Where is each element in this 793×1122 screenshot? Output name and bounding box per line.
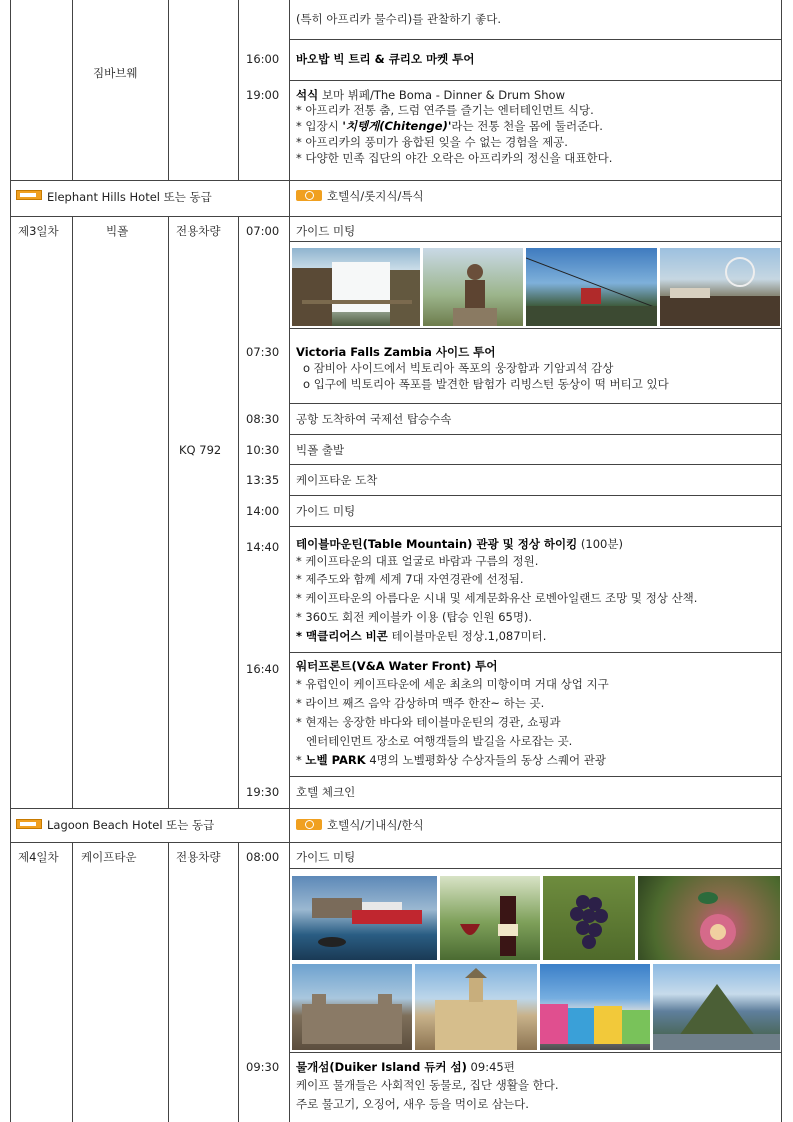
dish-icon bbox=[296, 190, 322, 201]
row-line bbox=[289, 526, 781, 527]
row-line bbox=[289, 241, 781, 242]
bullet: 엔터테인먼트 장소로 여행객들의 발길을 사로잡는 곳. bbox=[306, 734, 573, 748]
bullet: * 제주도와 함께 세계 7대 자연경관에 선정됨. bbox=[296, 572, 524, 586]
time-label: 13:35 bbox=[246, 473, 280, 487]
row-line bbox=[10, 180, 781, 181]
time-label: 09:30 bbox=[246, 1060, 280, 1074]
row-line bbox=[289, 464, 781, 465]
bullet: * 아프리카의 풍미가 융합된 잊을 수 없는 경험을 제공. bbox=[296, 135, 568, 149]
bullet-text: 4명의 노벨평화상 수상자들의 동상 스퀘어 관광 bbox=[365, 753, 606, 767]
hotel-name: Elephant Hills Hotel 또는 동급 bbox=[47, 190, 212, 204]
castle-graphic bbox=[292, 964, 412, 1050]
cityhall-graphic bbox=[415, 964, 537, 1050]
transport-label: 전용차량 bbox=[176, 850, 221, 864]
dinner-label: 석식 bbox=[296, 88, 319, 102]
transport-label: 전용차량 bbox=[176, 224, 221, 238]
hotel-divider bbox=[289, 808, 290, 842]
waterfall-graphic bbox=[292, 248, 420, 326]
bullet-emphasis: * 맥클리어스 비콘 bbox=[296, 629, 388, 643]
activity-title bbox=[296, 1060, 467, 1074]
activity: 가이드 미팅 bbox=[296, 504, 356, 518]
paragraph-line: 주로 물고기, 오징어, 새우 등을 먹이로 삼는다. bbox=[296, 1097, 529, 1111]
mountain-graphic bbox=[653, 964, 780, 1050]
bullet: o 입구에 빅토리아 폭포를 발견한 탐험가 리빙스턴 동상이 떡 버티고 있다 bbox=[303, 377, 669, 391]
activity: 호텔 체크인 bbox=[296, 785, 356, 799]
row-line bbox=[289, 403, 781, 404]
bed-icon bbox=[16, 190, 42, 200]
dish-icon bbox=[296, 819, 322, 830]
col-line bbox=[168, 0, 169, 180]
row-line bbox=[289, 1052, 781, 1053]
victoria-falls-photo bbox=[292, 248, 420, 326]
dinner-venue: 보마 뷔페/The Boma - Dinner & Drum Show bbox=[318, 88, 565, 102]
bullet bbox=[296, 118, 603, 134]
departure-time: 09:45편 bbox=[466, 1060, 515, 1074]
bullet-text: 테이블마운틴 정상.1,087미터. bbox=[387, 629, 547, 643]
time-label: 14:00 bbox=[246, 504, 280, 518]
dinner-line bbox=[296, 87, 565, 103]
activity: 가이드 미팅 bbox=[296, 850, 356, 864]
day-label: 제3일차 bbox=[18, 224, 59, 238]
time-label: 19:00 bbox=[246, 88, 280, 102]
activity-title: 바오밥 빅 트리 & 큐리오 마켓 투어 bbox=[296, 52, 475, 66]
flight-number: KQ 792 bbox=[179, 443, 222, 457]
activity-title: 워터프론트(V&A Water Front) 투어 bbox=[296, 659, 498, 673]
row-line bbox=[10, 216, 781, 217]
bullet-emphasis: '치텡게(Chitenge)' bbox=[342, 119, 452, 133]
livingstone-statue-photo bbox=[423, 248, 523, 326]
activity-title-line bbox=[296, 536, 623, 552]
bullet: * 아프리카 전통 춤, 드럼 연주를 즐기는 엔터테인먼트 식당. bbox=[296, 103, 594, 117]
time-label: 08:00 bbox=[246, 850, 280, 864]
bullet bbox=[296, 628, 546, 644]
bullet: o 잠비아 사이드에서 빅토리아 폭포의 웅장함과 기암괴석 감상 bbox=[303, 361, 614, 375]
col-line bbox=[72, 216, 73, 808]
seal-boat-photo bbox=[292, 876, 437, 960]
bullet: * 다양한 민족 집단의 야간 오락은 아프리카의 정신을 대표한다. bbox=[296, 151, 613, 165]
col-line bbox=[168, 216, 169, 808]
wine-pour-photo bbox=[440, 876, 540, 960]
col-line bbox=[72, 0, 73, 180]
row-line bbox=[289, 39, 781, 40]
col-line bbox=[168, 842, 169, 1122]
city-hall-photo bbox=[415, 964, 537, 1050]
bullet-emphasis: 노벨 PARK bbox=[305, 753, 366, 767]
bo-kaap-photo bbox=[540, 964, 650, 1050]
col-line bbox=[238, 842, 239, 1122]
bullet: * 현재는 웅장한 바다와 테이블마운틴의 경관, 쇼핑과 bbox=[296, 715, 561, 729]
col-line bbox=[289, 0, 290, 180]
bed-icon bbox=[16, 819, 42, 829]
activity: 가이드 미팅 bbox=[296, 224, 356, 238]
day-label: 제4일차 bbox=[18, 850, 59, 864]
row-line bbox=[289, 776, 781, 777]
bullet: * 케이프타운의 아름다운 시내 및 세계문화유산 로벤아일랜드 조망 및 정상 산책. bbox=[296, 591, 698, 605]
bullet-text: * 입장시 bbox=[296, 119, 343, 133]
ferris-wheel-graphic bbox=[660, 248, 780, 326]
col-line bbox=[72, 842, 73, 1122]
boat-graphic bbox=[292, 876, 437, 960]
time-label: 19:30 bbox=[246, 785, 280, 799]
row-line bbox=[289, 495, 781, 496]
bullet: * 라이브 째즈 음악 감상하며 맥주 한잔~ 하는 곳. bbox=[296, 696, 545, 710]
paragraph-line: 케이프 물개들은 사회적인 동물로, 집단 생활을 한다. bbox=[296, 1078, 559, 1092]
row-line bbox=[10, 842, 781, 843]
bullet-text: 라는 전통 천을 몸에 둘러준다. bbox=[451, 119, 603, 133]
time-label: 14:40 bbox=[246, 540, 280, 554]
col-line bbox=[238, 216, 239, 808]
meal-plan: 호텔식/기내식/한식 bbox=[327, 818, 424, 832]
itinerary-note: (특히 아프리카 물수리)를 관찰하기 좋다. bbox=[296, 12, 501, 26]
time-label: 10:30 bbox=[246, 443, 280, 457]
wine-graphic bbox=[440, 876, 540, 960]
statue-graphic bbox=[423, 248, 523, 326]
row-line bbox=[289, 80, 781, 81]
houses-graphic bbox=[540, 964, 650, 1050]
time-label: 07:00 bbox=[246, 224, 280, 238]
time-label: 08:30 bbox=[246, 412, 280, 426]
bullet: * 케이프타운의 대표 얼굴로 바람과 구름의 정원. bbox=[296, 554, 539, 568]
grapes-photo bbox=[543, 876, 635, 960]
row-line bbox=[289, 328, 781, 329]
region-label: 짐바브웨 bbox=[93, 66, 138, 80]
activity-title: Victoria Falls Zambia 사이드 투어 bbox=[296, 345, 496, 359]
cablecar-graphic bbox=[526, 248, 657, 326]
bullet-text: * bbox=[296, 753, 306, 767]
seal-title: 물개섬(Duiker Island 듀커 섬) bbox=[296, 1060, 467, 1074]
col-line bbox=[289, 842, 290, 1122]
activity: 공항 도착하여 국제선 탑승수속 bbox=[296, 412, 452, 426]
protea-bird-photo bbox=[638, 876, 780, 960]
city-label: 케이프타운 bbox=[81, 850, 137, 864]
meal-plan: 호텔식/롯지식/특식 bbox=[327, 189, 424, 203]
activity-duration: (100분) bbox=[577, 537, 623, 551]
protea-graphic bbox=[638, 876, 780, 960]
bullet bbox=[296, 752, 606, 768]
row-line bbox=[289, 868, 781, 869]
hotel-name: Lagoon Beach Hotel 또는 동급 bbox=[47, 818, 215, 832]
waterfront-photo bbox=[660, 248, 780, 326]
row-line bbox=[10, 808, 781, 809]
hotel-divider bbox=[289, 180, 290, 216]
bullet: * 유럽인이 케이프타운에 세운 최초의 미항이며 거대 상업 지구 bbox=[296, 677, 609, 691]
activity: 빅폴 출발 bbox=[296, 443, 345, 457]
row-line bbox=[289, 434, 781, 435]
cable-car-photo bbox=[526, 248, 657, 326]
grapes-graphic bbox=[543, 876, 635, 960]
table-border-right bbox=[781, 0, 782, 1122]
table-border-left bbox=[10, 0, 11, 1122]
time-label: 07:30 bbox=[246, 345, 280, 359]
activity-title-line bbox=[296, 1059, 515, 1075]
col-line bbox=[289, 216, 290, 808]
row-line bbox=[289, 652, 781, 653]
time-label: 16:40 bbox=[246, 662, 280, 676]
time-label: 16:00 bbox=[246, 52, 280, 66]
castle-photo bbox=[292, 964, 412, 1050]
bullet: * 360도 회전 케이블카 이용 (탑승 인원 65명). bbox=[296, 610, 533, 624]
activity-title: 테이블마운틴(Table Mountain) 관광 및 정상 하이킹 bbox=[296, 537, 578, 551]
city-label: 빅폴 bbox=[106, 224, 129, 238]
lions-head-photo bbox=[653, 964, 780, 1050]
col-line bbox=[238, 0, 239, 180]
activity: 케이프타운 도착 bbox=[296, 473, 378, 487]
